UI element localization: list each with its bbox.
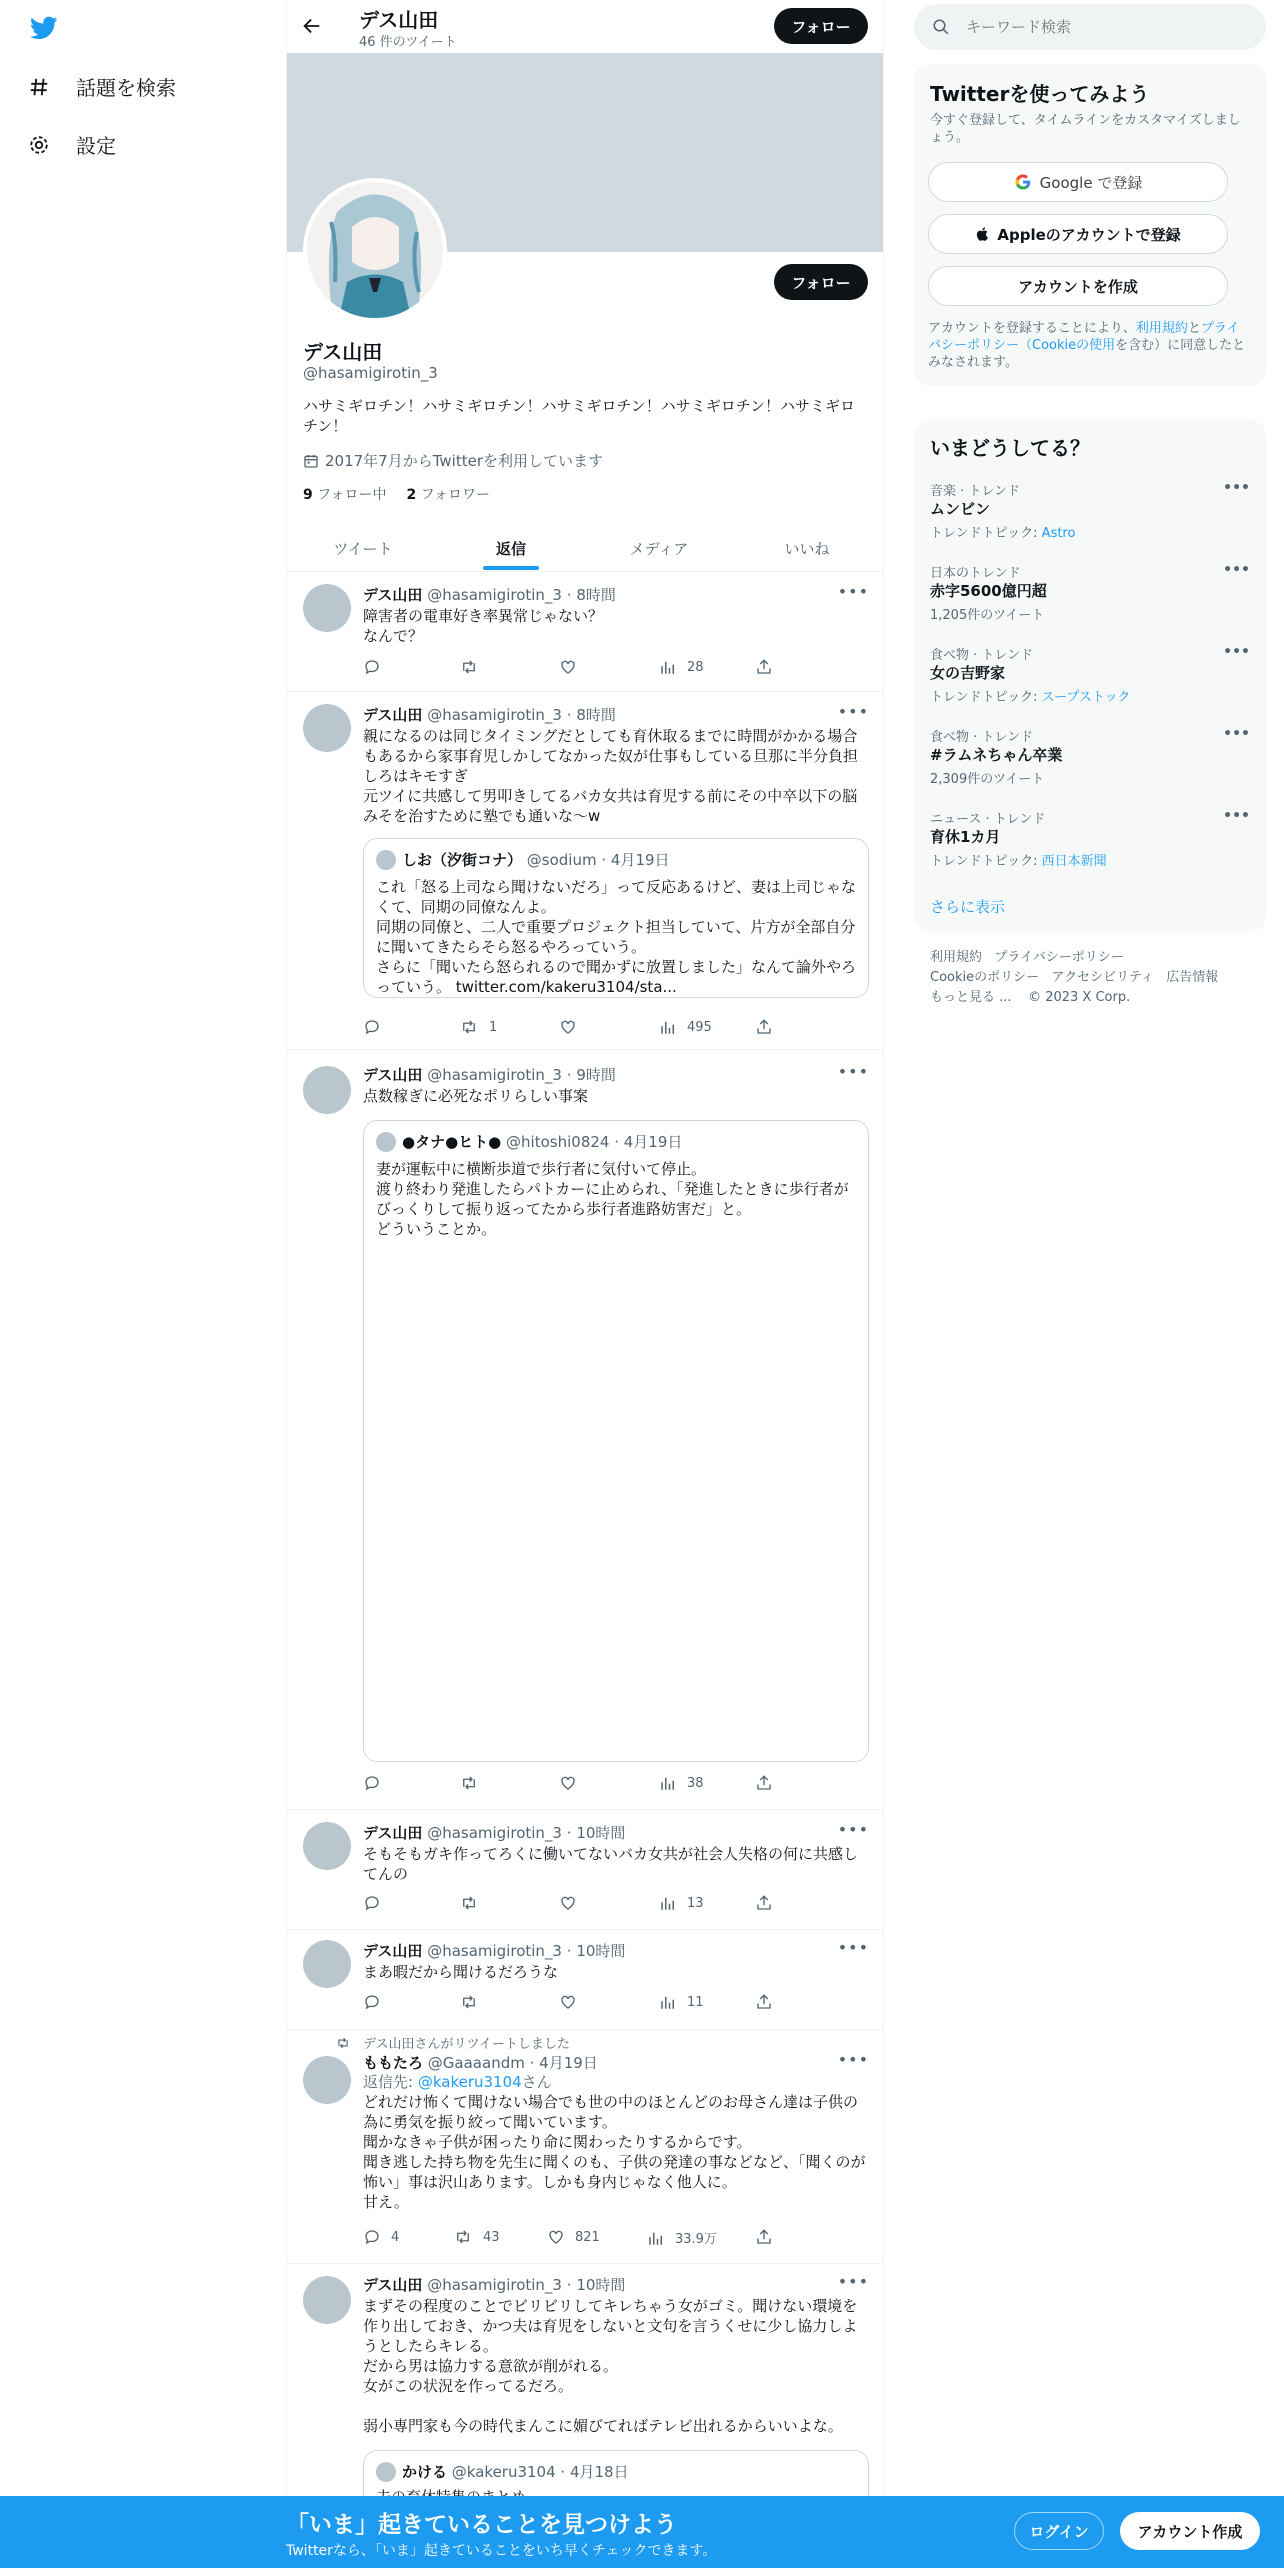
retweet-icon <box>459 1774 489 1792</box>
quoted-separator: · <box>609 1132 624 1151</box>
tweet-header <box>363 1822 625 1843</box>
quoted-author-handle: @sodium <box>526 850 597 869</box>
quoted-tweet-header <box>376 1131 682 1152</box>
share-icon <box>755 1018 783 1036</box>
like-button[interactable] <box>559 1894 587 1912</box>
profile-timeline <box>286 0 884 2568</box>
tweet-author-avatar[interactable] <box>303 1822 351 1870</box>
calendar-icon <box>303 453 319 469</box>
share-button[interactable] <box>755 1894 783 1912</box>
tweet-author-avatar[interactable] <box>303 1066 351 1114</box>
reply-button[interactable] <box>363 1774 391 1792</box>
tweet-time[interactable]: 8時間 <box>576 586 616 604</box>
footer-copyright: © 2023 X Corp. <box>1028 990 1131 1005</box>
retweet-context <box>335 2033 570 2052</box>
tweet-header <box>363 584 616 605</box>
tweet-time[interactable]: 9時間 <box>576 1066 616 1084</box>
nav-explore-label: 話題を検索 <box>76 76 176 100</box>
apple-signup-label: Appleのアカウントで登録 <box>997 225 1181 244</box>
view-count: 495 <box>687 1019 712 1035</box>
header-tweet-count: 46 件のツイート <box>359 35 457 50</box>
tweet-actions <box>363 1018 793 1038</box>
trend-sub-link[interactable]: Astro <box>1041 526 1076 541</box>
header-display-name: デス山田 <box>359 8 439 32</box>
trend-subtitle <box>930 686 1130 705</box>
share-button[interactable] <box>755 1774 783 1792</box>
tab-likes-label: いいね <box>784 539 830 558</box>
search-box[interactable] <box>914 4 1266 50</box>
tab-replies-label: 返信 <box>495 539 526 558</box>
header-follow-button[interactable]: フォロー <box>774 8 868 44</box>
tweet-time[interactable]: 10時間 <box>576 1824 626 1842</box>
retweet-button[interactable] <box>459 1018 497 1036</box>
reply-icon <box>363 1774 391 1792</box>
apple-icon <box>975 225 991 243</box>
twitter-logo-icon[interactable] <box>28 14 60 42</box>
quoted-separator: · <box>596 850 611 869</box>
following-link[interactable] <box>303 484 387 504</box>
followers-link[interactable] <box>407 484 491 504</box>
reply-icon <box>363 2228 391 2246</box>
quoted-author-name: しお（汐街コナ） <box>402 851 523 869</box>
tweet-separator: · <box>566 706 572 724</box>
quoted-date: 4月18日 <box>569 2463 629 2481</box>
quoted-tweet-header <box>376 2461 629 2482</box>
views-button[interactable] <box>659 1774 704 1792</box>
tweet-author-name[interactable]: デス山田 <box>363 1066 423 1084</box>
followers-label: フォロワー <box>420 487 491 503</box>
tweet-actions <box>363 1774 793 1794</box>
share-button[interactable] <box>755 1993 783 2011</box>
trends-card <box>914 420 1266 932</box>
profile-joined <box>303 450 603 471</box>
tweet-text: 障害者の電車好き率異常じゃない？ なんで？ <box>363 607 604 645</box>
like-button[interactable] <box>547 2228 600 2246</box>
tweet[interactable] <box>287 572 884 692</box>
more-options-icon[interactable]: ••• <box>837 702 869 721</box>
search-icon <box>932 18 950 36</box>
quoted-text: これ「怒る上司なら聞けないだろ」って反応あるけど、妻は上司じゃなくて、同期の同僚なんよ。 同期の同僚と、二人で重要プロジェクト担当していて、片方が全部自分に聞いてきたらそら怒るやろっていう。 さらに「聞いたら怒られるので聞かずに放置しました」なんて論外やろっていう。 twitter.com/kakeru3104/sta... <box>376 878 857 996</box>
tweet-header <box>363 2052 598 2073</box>
view-count: 11 <box>687 1994 704 2010</box>
more-options-icon[interactable]: ••• <box>837 2272 869 2291</box>
tweet-author-name[interactable]: デス山田 <box>363 1942 423 1960</box>
tweet[interactable] <box>287 692 884 1050</box>
gear-icon <box>28 134 76 156</box>
tweet-author-handle[interactable]: @hasamigirotin_3 <box>427 1066 562 1084</box>
tweet-author-avatar[interactable] <box>303 584 351 632</box>
login-button[interactable]: ログイン <box>1014 2512 1104 2550</box>
reply-button[interactable] <box>363 2228 399 2246</box>
tweet-author-avatar[interactable] <box>303 1940 351 1988</box>
tab-replies[interactable] <box>437 524 585 572</box>
tweet-header <box>363 704 616 725</box>
quoted-separator: · <box>555 2462 570 2481</box>
profile-top-bar <box>287 0 884 53</box>
tweet-author-handle[interactable]: @Gaaaandm <box>427 2054 525 2072</box>
bottom-bar-title: 「いま」起きていることを見つけよう <box>286 2512 677 2538</box>
like-count: 821 <box>575 2229 600 2245</box>
tweet[interactable] <box>287 1050 884 1810</box>
footer-terms-link[interactable]: 利用規約 <box>930 950 983 965</box>
tweet-time[interactable]: 10時間 <box>576 1942 626 1960</box>
profile-follow-button[interactable]: フォロー <box>774 264 868 300</box>
signup-subtitle: 今すぐ登録して、タイムラインをカスタマイズしましょう。 <box>930 113 1241 145</box>
tweet-text: まずその程度のことでビリビリしてキレちゃう女がゴミ。聞けない環境を作り出しておき、かつ夫は育児をしないと文句を言うくせに少し協力しようとしたらキレる。 だから男は協力する意欲が削がれる。 女がこの状況を作ってるだろ。 弱小専門家も今の時代まんこに媚びてればテレビ出れるからいいよな。 <box>363 2297 858 2435</box>
quoted-tweet[interactable] <box>363 838 869 998</box>
view-count: 28 <box>687 659 704 675</box>
tweet-text: そもそもガキ作ってろくに働いてないバカ女共が社会人失格の何に共感してんの <box>363 1845 859 1883</box>
retweet-icon <box>459 1018 489 1036</box>
tweet[interactable] <box>287 1930 884 2030</box>
tweet-text: どれだけ怖くて聞けない場合でも世の中のほとんどのお母さん達は子供の為に勇気を振り絞って聞いています。 聞かなきゃ子供が困ったり命に関わったりするからです。 聞き逃した持ち物を先生に聞くのも、子供の発達の事などなど、「聞くのが怖い」事は沢山あります。しかも身内じゃなく他人に。 甘え。 <box>363 2093 866 2211</box>
more-options-icon[interactable]: ••• <box>837 1820 869 1839</box>
reply-button[interactable] <box>363 1018 391 1036</box>
retweet-button[interactable] <box>459 1993 489 2011</box>
profile-follow-stats <box>303 484 490 504</box>
retweet-icon <box>459 1894 489 1912</box>
search-input[interactable] <box>966 12 1246 42</box>
trend-category: 食べ物 · トレンド <box>930 648 1034 663</box>
tweet-separator: · <box>529 2054 535 2072</box>
apple-signup-button[interactable] <box>928 214 1228 254</box>
quoted-text: 妻が運転中に横断歩道で歩行者に気付いて停止。 渡り終わり発進したらパトカーに止められ、「発進したときに歩行者がびっくりして振り返ってたから歩行者進路妨害だ」と。 どういうことか。 <box>376 1160 849 1238</box>
footer-cookie-link[interactable]: Cookieのポリシー <box>930 970 1040 985</box>
more-options-icon[interactable]: ••• <box>837 1062 869 1081</box>
profile-bio: ハサミギロチン！ハサミギロチン！ハサミギロチン！ハサミギロチン！ハサミギロチン！ <box>303 397 856 435</box>
trend-name: 女の吉野家 <box>930 664 1006 682</box>
tweet-separator: · <box>566 2276 572 2294</box>
privacy-link[interactable]: プライバシーポリシー（Cookieの使用 <box>928 321 1240 353</box>
reply-button[interactable] <box>363 1993 391 2011</box>
trend-category: 音楽 · トレンド <box>930 484 1021 499</box>
trend-name: #ラムネちゃん卒業 <box>930 746 1063 764</box>
analytics-icon <box>659 1894 687 1912</box>
tweet-header <box>363 1064 616 1085</box>
legal-suffix: を含む）に同意したとみなされます。 <box>928 338 1246 370</box>
signup-button[interactable]: アカウント作成 <box>1120 2512 1260 2550</box>
like-button[interactable] <box>559 658 587 676</box>
reply-button[interactable] <box>363 658 391 676</box>
retweet-context-label[interactable]: デス山田さんがリツイートしました <box>363 2037 570 2052</box>
tweet-time[interactable]: 10時間 <box>576 2276 626 2294</box>
reply-icon <box>363 1894 391 1912</box>
tab-tweets-label: ツイート <box>333 539 393 558</box>
analytics-icon <box>647 2229 675 2247</box>
trend-item[interactable] <box>914 562 1266 644</box>
footer-more-link[interactable]: もっと見る ... <box>930 990 1012 1005</box>
more-options-icon[interactable]: ••• <box>1223 480 1250 496</box>
more-options-icon[interactable]: ••• <box>837 2050 869 2069</box>
tweet-author-handle[interactable]: @hasamigirotin_3 <box>427 2276 562 2294</box>
share-icon <box>755 1993 783 2011</box>
views-button[interactable] <box>647 2228 717 2247</box>
tweet-actions <box>363 2228 793 2248</box>
share-button[interactable] <box>755 1018 783 1036</box>
more-options-icon[interactable]: ••• <box>1223 726 1250 742</box>
tab-tweets[interactable] <box>289 524 437 572</box>
analytics-icon <box>659 1993 687 2011</box>
reply-to-line <box>363 2072 869 2092</box>
trend-name: 育休1カ月 <box>930 828 1001 846</box>
trend-sub-link[interactable]: 西日本新聞 <box>1041 854 1107 869</box>
tweet-author-avatar[interactable] <box>303 704 351 752</box>
more-options-icon[interactable]: ••• <box>837 582 869 601</box>
retweet-count: 43 <box>483 2229 500 2245</box>
share-icon <box>755 658 783 676</box>
tweet-time[interactable]: 4月19日 <box>539 2054 598 2072</box>
reply-to-handle[interactable]: @kakeru3104 <box>417 2073 522 2091</box>
share-icon <box>755 1774 783 1792</box>
google-icon <box>1014 173 1032 191</box>
like-button[interactable] <box>559 1018 587 1036</box>
tweet-text: 点数稼ぎに必死なポリらしい事案 <box>363 1087 589 1105</box>
trend-sub-label: トレンドトピック: <box>930 854 1042 869</box>
retweet-icon <box>459 1993 489 2011</box>
following-count: 9 <box>303 487 313 503</box>
tweet-separator: · <box>566 586 572 604</box>
quoted-author-avatar <box>376 1132 396 1152</box>
reply-to-label: 返信先: <box>363 2073 418 2091</box>
more-options-icon[interactable]: ••• <box>1223 644 1250 660</box>
more-options-icon[interactable]: ••• <box>837 1938 869 1957</box>
trend-name: ムンビン <box>930 500 991 518</box>
views-button[interactable] <box>659 1018 712 1036</box>
back-arrow-icon[interactable] <box>301 15 323 37</box>
heart-icon <box>559 1993 587 2011</box>
reply-icon <box>363 1993 391 2011</box>
tweet-author-avatar[interactable] <box>303 2056 351 2104</box>
analytics-icon <box>659 658 687 676</box>
heart-icon <box>559 658 587 676</box>
bottom-bar-subtitle: Twitterなら、「いま」起きていることをいち早くチェックできます。 <box>286 2543 717 2559</box>
view-count: 38 <box>687 1775 704 1791</box>
bottom-signup-bar <box>0 2496 1284 2568</box>
views-button[interactable] <box>659 658 704 676</box>
signup-legal-text <box>928 320 1250 371</box>
trend-subtitle <box>930 768 1044 787</box>
tweet-header <box>363 2274 625 2295</box>
footer-accessibility-link[interactable]: アクセシビリティ <box>1051 970 1154 985</box>
tweet-author-handle[interactable]: @hasamigirotin_3 <box>427 1942 562 1960</box>
share-icon <box>755 2228 783 2246</box>
google-signup-button[interactable] <box>928 162 1228 202</box>
trend-item[interactable] <box>914 644 1266 726</box>
footer-links <box>930 948 1260 1008</box>
tweet-author-handle[interactable]: @hasamigirotin_3 <box>427 706 562 724</box>
tweet-text: まあ暇だから聞けるだろうな <box>363 1963 559 1981</box>
share-button[interactable] <box>755 2228 783 2246</box>
tweet-actions <box>363 658 793 678</box>
quoted-author-avatar <box>376 2462 396 2482</box>
retweet-count: 1 <box>489 1019 498 1035</box>
reply-icon <box>363 1018 391 1036</box>
signup-title: Twitterを使ってみよう <box>930 82 1150 106</box>
tweet-separator: · <box>566 1942 572 1960</box>
tweet[interactable] <box>287 1810 884 1930</box>
share-button[interactable] <box>755 658 783 676</box>
tweet-separator: · <box>566 1824 572 1842</box>
heart-icon <box>559 1894 587 1912</box>
view-count: 33.9万 <box>675 2232 717 2247</box>
tweet-author-handle[interactable]: @hasamigirotin_3 <box>427 1824 562 1842</box>
tab-media[interactable] <box>585 524 733 572</box>
terms-link[interactable]: 利用規約 <box>1135 321 1188 336</box>
show-more-trends-link[interactable]: さらに表示 <box>930 898 1006 916</box>
quoted-date: 4月19日 <box>623 1133 683 1151</box>
tweet-actions <box>363 1894 793 1914</box>
trend-subtitle <box>930 522 1075 541</box>
trend-category: 日本のトレンド <box>930 566 1021 581</box>
quoted-author-avatar <box>376 850 396 870</box>
trend-item[interactable] <box>914 808 1266 890</box>
heart-icon <box>547 2228 575 2246</box>
retweet-button[interactable] <box>459 1774 489 1792</box>
trend-sub-label: 1,205件のツイート <box>930 608 1045 623</box>
trend-sub-link[interactable]: スープストック <box>1041 690 1131 705</box>
tab-likes[interactable] <box>733 524 881 572</box>
trend-subtitle <box>930 604 1044 623</box>
heart-icon <box>559 1774 587 1792</box>
tab-media-label: メディア <box>629 539 689 558</box>
retweet-button[interactable] <box>459 1894 489 1912</box>
signup-card <box>914 64 1266 386</box>
profile-display-name: デス山田 <box>303 340 383 364</box>
view-count: 13 <box>687 1895 704 1911</box>
reply-to-suffix: さん <box>521 2073 552 2091</box>
trend-category: ニュース · トレンド <box>930 812 1046 827</box>
more-options-icon[interactable]: ••• <box>1223 808 1250 824</box>
tweet-author-avatar[interactable] <box>303 2276 351 2324</box>
tweet-author-name[interactable]: デス山田 <box>363 2276 423 2294</box>
tweet-header <box>363 1940 625 1961</box>
nav-settings-label: 設定 <box>76 134 116 158</box>
quoted-tweet[interactable] <box>363 1120 869 1762</box>
views-button[interactable] <box>659 1894 704 1912</box>
retweet-icon <box>459 658 489 676</box>
more-options-icon[interactable]: ••• <box>1223 562 1250 578</box>
tweet-text: 親になるのは同じタイミングだとしても育休取るまでに時間がかかる場合もあるから家事育児しかしてなかった奴が仕事もしている旦那に半分負担しろはキモすぎ 元ツイに共感して男叩きしてるバカ女共は育児する前にその中卒以下の脳みそを治すために塾でも通いな〜w <box>363 727 859 825</box>
like-button[interactable] <box>559 1774 587 1792</box>
profile-avatar[interactable] <box>303 178 447 322</box>
tab-active-indicator <box>483 566 539 570</box>
views-button[interactable] <box>659 1993 704 2011</box>
following-label: フォロー中 <box>317 487 387 503</box>
quoted-author-name: かける <box>402 2463 448 2481</box>
reply-count: 4 <box>391 2229 400 2245</box>
heart-icon <box>559 1018 587 1036</box>
trend-subtitle <box>930 850 1107 869</box>
tweet-separator: · <box>566 1066 572 1084</box>
trend-name: 赤字5600億円超 <box>930 582 1047 600</box>
legal-and: と <box>1187 321 1201 336</box>
nav-settings[interactable] <box>28 130 116 159</box>
tweet-actions <box>363 1993 793 2013</box>
google-signup-label: Google で登録 <box>1039 173 1143 192</box>
trends-title: いまどうしてる？ <box>930 436 1090 460</box>
nav-explore[interactable] <box>28 72 176 101</box>
tweet-author-name[interactable]: デス山田 <box>363 1824 423 1842</box>
footer-privacy-link[interactable]: プライバシーポリシー <box>994 950 1124 965</box>
trend-sub-label: トレンドトピック: <box>930 690 1042 705</box>
tweet-author-name[interactable]: デス山田 <box>363 586 423 604</box>
quoted-tweet-header <box>376 849 670 870</box>
trend-sub-label: トレンドトピック: <box>930 526 1042 541</box>
legal-prefix: アカウントを登録することにより、 <box>928 321 1136 336</box>
tweet-author-handle[interactable]: @hasamigirotin_3 <box>427 586 562 604</box>
quoted-date: 4月19日 <box>610 851 670 869</box>
trend-category: 食べ物 · トレンド <box>930 730 1034 745</box>
retweet-button[interactable] <box>453 2228 500 2246</box>
analytics-icon <box>659 1774 687 1792</box>
tweet[interactable] <box>287 2030 884 2264</box>
quoted-author-handle: @hitoshi0824 <box>506 1132 610 1151</box>
retweet-button[interactable] <box>459 658 489 676</box>
quoted-author-handle: @kakeru3104 <box>451 2462 556 2481</box>
tweet-author-name[interactable]: デス山田 <box>363 706 423 724</box>
hashtag-icon <box>28 76 76 98</box>
quoted-author-name: ●タナ●ヒト● <box>402 1133 502 1151</box>
left-navigation <box>0 0 286 2568</box>
retweet-context-icon <box>335 2036 351 2050</box>
like-button[interactable] <box>559 1993 587 2011</box>
profile-joined-label: 2017年7月からTwitterを利用しています <box>325 452 603 470</box>
share-icon <box>755 1894 783 1912</box>
reply-icon <box>363 658 391 676</box>
retweet-icon <box>453 2228 483 2246</box>
reply-button[interactable] <box>363 1894 391 1912</box>
create-account-button[interactable]: アカウントを作成 <box>928 266 1228 306</box>
profile-handle: @hasamigirotin_3 <box>303 364 438 382</box>
trend-item[interactable] <box>914 726 1266 808</box>
tweet-time[interactable]: 8時間 <box>576 706 616 724</box>
trend-item[interactable] <box>914 480 1266 562</box>
followers-count: 2 <box>406 487 417 503</box>
footer-ads-link[interactable]: 広告情報 <box>1166 970 1219 985</box>
trend-sub-label: 2,309件のツイート <box>930 772 1045 787</box>
tweet-author-name[interactable]: ももたろ <box>363 2054 424 2072</box>
analytics-icon <box>659 1018 687 1036</box>
